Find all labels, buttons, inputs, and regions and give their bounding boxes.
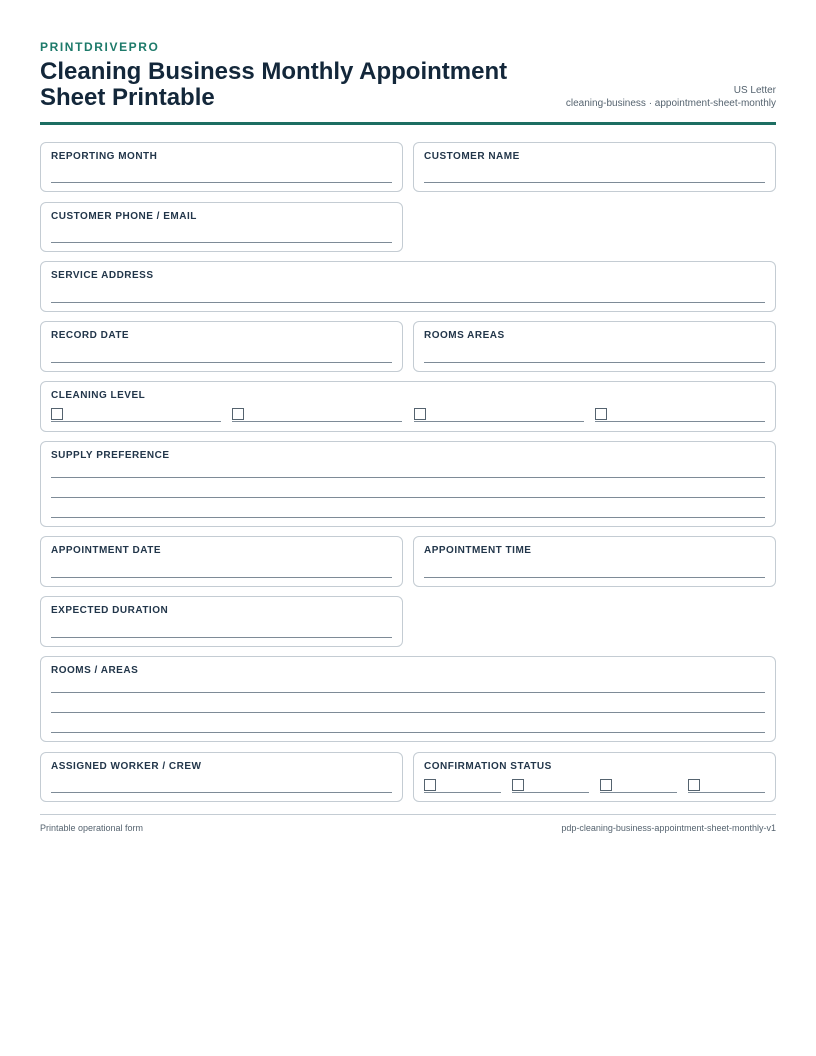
page-title: Cleaning Business Monthly Appointment Sheet Printable <box>40 58 508 111</box>
customer-contact-line[interactable] <box>51 242 392 243</box>
record-date-field[interactable] <box>40 321 403 372</box>
supply-preference-field[interactable] <box>40 441 776 527</box>
confirmation-status-option[interactable] <box>600 779 677 793</box>
checkbox-icon[interactable] <box>414 408 426 420</box>
paper-size: US Letter <box>733 85 776 96</box>
confirmation-status-option[interactable] <box>424 779 501 793</box>
customer-name-line[interactable] <box>424 182 765 183</box>
option-line[interactable] <box>512 792 589 793</box>
supply-preference-line[interactable] <box>51 497 765 498</box>
header-divider <box>40 122 776 125</box>
cleaning-level-field <box>40 381 776 432</box>
appointment-time-label: APPOINTMENT TIME <box>424 545 532 556</box>
appointment-date-label: APPOINTMENT DATE <box>51 545 162 556</box>
option-line[interactable] <box>688 792 765 793</box>
option-line[interactable] <box>414 421 584 422</box>
rooms-areas-line[interactable] <box>51 732 765 733</box>
customer-contact-label: CUSTOMER PHONE / EMAIL <box>51 211 197 222</box>
customer-contact-field[interactable] <box>40 202 403 252</box>
form-id: pdp-cleaning-business-appointment-sheet-monthly-v1 <box>561 823 776 833</box>
option-line[interactable] <box>232 421 402 422</box>
checkbox-icon[interactable] <box>688 779 700 791</box>
confirmation-status-option[interactable] <box>512 779 589 793</box>
supply-preference-line[interactable] <box>51 477 765 478</box>
record-date-label: RECORD DATE <box>51 330 130 341</box>
customer-name-label: CUSTOMER NAME <box>424 151 520 162</box>
option-line[interactable] <box>595 421 765 422</box>
checkbox-icon[interactable] <box>51 408 63 420</box>
confirmation-status-option[interactable] <box>688 779 765 793</box>
reporting-month-field[interactable] <box>40 142 403 192</box>
expected-duration-field[interactable] <box>40 596 403 647</box>
checkbox-icon[interactable] <box>595 408 607 420</box>
rooms-areas-label: ROOMS / AREAS <box>51 665 139 676</box>
supply-preference-line[interactable] <box>51 517 765 518</box>
assigned-worker-line[interactable] <box>51 792 392 793</box>
cleaning-level-label: CLEANING LEVEL <box>51 390 146 401</box>
rooms-areas-short-label: ROOMS AREAS <box>424 330 505 341</box>
reporting-month-line[interactable] <box>51 182 392 183</box>
checkbox-icon[interactable] <box>512 779 524 791</box>
rooms-areas-short-line[interactable] <box>424 362 765 363</box>
supply-preference-label: SUPPLY PREFERENCE <box>51 450 170 461</box>
service-address-label: SERVICE ADDRESS <box>51 270 154 281</box>
checkbox-icon[interactable] <box>424 779 436 791</box>
rooms-areas-short-field[interactable] <box>413 321 776 372</box>
expected-duration-label: EXPECTED DURATION <box>51 605 169 616</box>
checkbox-icon[interactable] <box>232 408 244 420</box>
checkbox-icon[interactable] <box>600 779 612 791</box>
service-address-field[interactable] <box>40 261 776 312</box>
document-tags: cleaning-business · appointment-sheet-monthly <box>565 98 776 109</box>
cleaning-level-option[interactable] <box>232 408 402 422</box>
confirmation-status-field <box>413 752 776 802</box>
rooms-areas-field[interactable] <box>40 656 776 742</box>
cleaning-level-option[interactable] <box>51 408 221 422</box>
confirmation-status-label: CONFIRMATION STATUS <box>424 761 552 772</box>
appointment-date-field[interactable] <box>40 536 403 587</box>
reporting-month-label: REPORTING MONTH <box>51 151 158 162</box>
appointment-time-line[interactable] <box>424 577 765 578</box>
cleaning-level-option[interactable] <box>414 408 584 422</box>
service-address-line[interactable] <box>51 302 765 303</box>
record-date-line[interactable] <box>51 362 392 363</box>
assigned-worker-field[interactable] <box>40 752 403 802</box>
option-line[interactable] <box>600 792 677 793</box>
rooms-areas-line[interactable] <box>51 712 765 713</box>
document-meta <box>566 84 776 110</box>
brand-logo-text: PRINTDRIVEPRO <box>40 40 160 54</box>
assigned-worker-label: ASSIGNED WORKER / CREW <box>51 761 202 772</box>
rooms-areas-line[interactable] <box>51 692 765 693</box>
cleaning-level-option[interactable] <box>595 408 765 422</box>
customer-name-field[interactable] <box>413 142 776 192</box>
expected-duration-line[interactable] <box>51 637 392 638</box>
option-line[interactable] <box>51 421 221 422</box>
appointment-date-line[interactable] <box>51 577 392 578</box>
appointment-time-field[interactable] <box>413 536 776 587</box>
footer-divider <box>40 814 776 815</box>
option-line[interactable] <box>424 792 501 793</box>
footer-note: Printable operational form <box>40 823 144 833</box>
